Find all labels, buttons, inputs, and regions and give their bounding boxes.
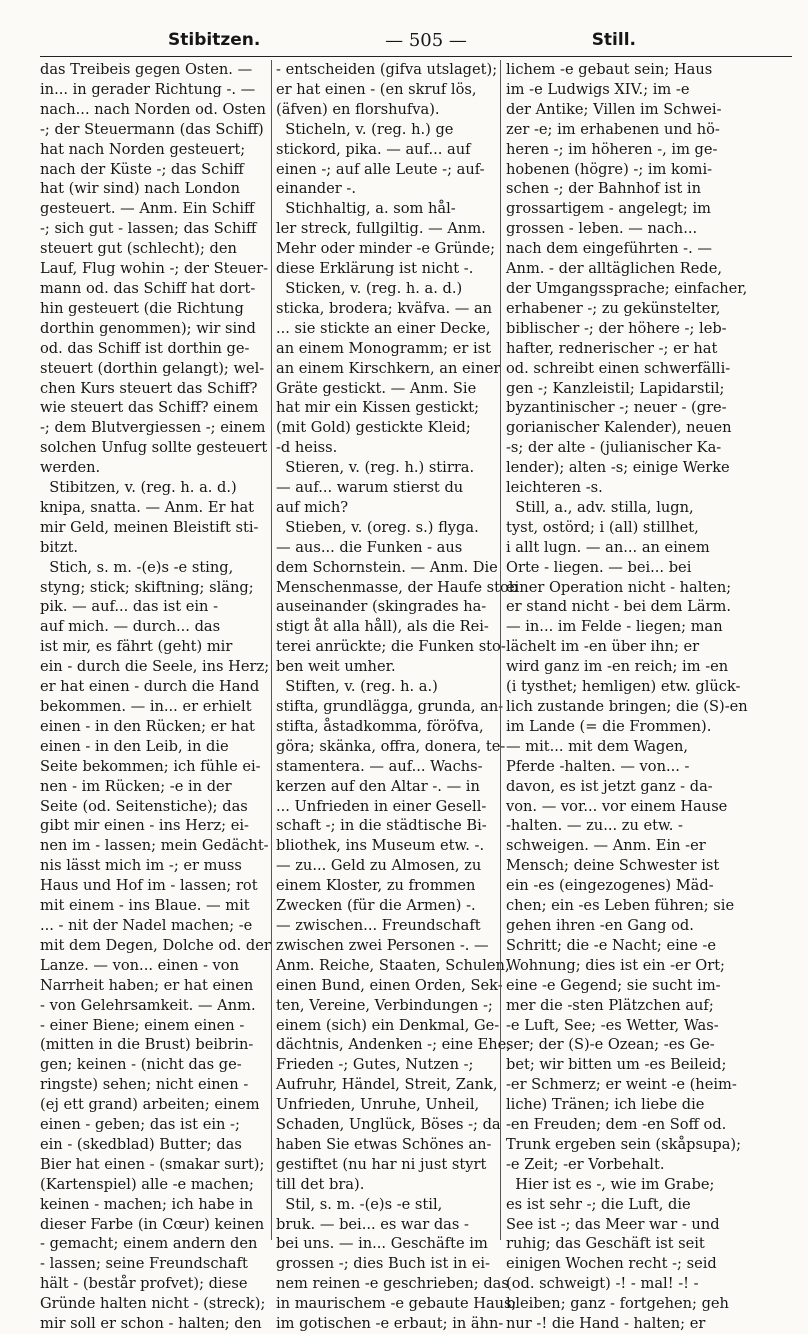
text-line: Lanze. — von... einen - von bbox=[40, 956, 239, 974]
text-line: von. — vor... vor einem Hause bbox=[506, 797, 728, 815]
text-line: i allt lugn. — an... an einem bbox=[506, 538, 710, 556]
column-divider bbox=[500, 60, 501, 1240]
text-line: Anm. - der alltäglichen Rede, bbox=[506, 260, 722, 278]
text-line: nen - im Rücken; -e in der bbox=[40, 777, 232, 795]
text-line: Frieden -; Gutes, Nutzen -; bbox=[276, 1056, 474, 1074]
text-line: er stand nicht - bei dem Lärm. bbox=[506, 598, 731, 616]
text-line: Stieren, v. (reg. h.) stirra. bbox=[276, 459, 475, 477]
text-line: gen; keinen - (nicht das ge- bbox=[40, 1056, 242, 1074]
page-number: — 505 — bbox=[385, 29, 467, 51]
text-line: steuert (dorthin gelangt); wel- bbox=[40, 359, 265, 377]
text-line: Sticheln, v. (reg. h.) ge bbox=[276, 120, 454, 138]
text-line: Schritt; die -e Nacht; eine -e bbox=[506, 936, 716, 954]
text-line: ... - nit der Nadel machen; -e bbox=[40, 916, 253, 934]
text-line: Trunk ergeben sein (skåpsupa); bbox=[506, 1135, 742, 1153]
text-line: od. das Schiff ist dorthin ge- bbox=[40, 339, 250, 357]
text-line: (i tysthet; hemligen) etw. glück- bbox=[506, 678, 741, 696]
text-line: knipa, snatta. — Anm. Er hat bbox=[40, 498, 255, 516]
text-line: -e Zeit; -er Vorbehalt. bbox=[506, 1155, 665, 1173]
text-line: ruhig; das Geschäft ist seit bbox=[506, 1235, 705, 1253]
text-line: bet; wir bitten um -es Beileid; bbox=[506, 1056, 727, 1074]
text-line: Seite (od. Seitenstiche); das bbox=[40, 797, 248, 815]
text-line: im Lande (= die Frommen). bbox=[506, 717, 712, 735]
text-line: terei anrückte; die Funken sto- bbox=[276, 638, 506, 656]
text-line: ist mir, es fährt (geht) mir bbox=[40, 638, 233, 656]
text-line: keinen - machen; ich habe in bbox=[40, 1195, 254, 1213]
text-line: Aufruhr, Händel, Streit, Zank, bbox=[276, 1076, 498, 1094]
header-rule bbox=[40, 56, 792, 57]
text-line: chen Kurs steuert das Schiff? bbox=[40, 379, 258, 397]
text-line: Orte - liegen. — bei... bei bbox=[506, 558, 692, 576]
text-line: pik. — auf... das ist ein - bbox=[40, 598, 219, 616]
text-line: Mensch; deine Schwester ist bbox=[506, 857, 720, 875]
text-line: chen; ein -es Leben führen; sie bbox=[506, 897, 735, 915]
text-line: einem Kloster, zu frommen bbox=[276, 877, 476, 895]
text-line: steuert gut (schlecht); den bbox=[40, 240, 237, 258]
text-line: styng; stick; skiftning; släng; bbox=[40, 578, 254, 596]
text-line: - einer Biene; einem einen - bbox=[40, 1016, 245, 1034]
text-line: - von Gelehrsamkeit. — Anm. bbox=[40, 996, 256, 1014]
text-line: einen Bund, einen Orden, Sek- bbox=[276, 976, 503, 994]
text-line: -; der Steuermann (das Schiff) bbox=[40, 120, 264, 138]
text-line: zwischen zwei Personen -. — bbox=[276, 936, 489, 954]
text-line: in... in gerader Richtung -. — bbox=[40, 80, 256, 98]
text-line: Mehr oder minder -e Gründe; bbox=[276, 240, 496, 258]
text-line: eine -e Gegend; sie sucht im- bbox=[506, 976, 721, 994]
text-line: liche) Tränen; ich liebe die bbox=[506, 1096, 705, 1114]
text-line: Stieben, v. (oreg. s.) flyga. bbox=[276, 518, 479, 536]
text-line: till det bra). bbox=[276, 1175, 365, 1193]
text-line: werden. bbox=[40, 459, 101, 477]
text-line: grossen - leben. — nach... bbox=[506, 220, 698, 238]
text-line: -en Freuden; dem -en Soff od. bbox=[506, 1116, 727, 1134]
text-line: (ej ett grand) arbeiten; einem bbox=[40, 1096, 260, 1114]
text-line: -; dem Blutvergiessen -; einem bbox=[40, 419, 266, 437]
text-line: kerzen auf den Altar -. — in bbox=[276, 777, 480, 795]
text-line: hält - (består profvet); diese bbox=[40, 1275, 248, 1293]
text-line: Stiften, v. (reg. h. a.) bbox=[276, 678, 438, 696]
text-line: nach... nach Norden od. Osten bbox=[40, 100, 266, 118]
text-line: dorthin genommen); wir sind bbox=[40, 319, 256, 337]
text-line: ein - (skedblad) Butter; das bbox=[40, 1135, 242, 1153]
text-line: — zwischen... Freundschaft bbox=[276, 916, 481, 934]
column-3 bbox=[506, 60, 792, 1333]
text-line: ten, Vereine, Verbindungen -; bbox=[276, 996, 493, 1014]
text-line: mit einem - ins Blaue. — mit bbox=[40, 897, 250, 915]
text-line: ein - durch die Seele, ins Herz; bbox=[40, 658, 270, 676]
text-line: einer Operation nicht - halten; bbox=[506, 578, 732, 596]
text-line: hat (wir sind) nach London bbox=[40, 180, 241, 198]
text-line: gestiftet (nu har ni just styrt bbox=[276, 1155, 487, 1173]
text-line: hat mir ein Kissen gestickt; bbox=[276, 399, 480, 417]
text-line: Sticken, v. (reg. h. a. d.) bbox=[276, 279, 463, 297]
text-line: nen im - lassen; mein Gedächt- bbox=[40, 837, 269, 855]
text-line: -s; der alte - (julianischer Ka- bbox=[506, 439, 722, 457]
text-line: -halten. — zu... zu etw. - bbox=[506, 817, 683, 835]
text-line: in maurischem -e gebaute Haus; bbox=[276, 1295, 517, 1313]
text-line: stamentera. — auf... Wachs- bbox=[276, 757, 483, 775]
text-line: auseinander (skingrades ha- bbox=[276, 598, 487, 616]
column-divider bbox=[271, 60, 272, 1240]
text-line: ser; der (S)-e Ozean; -es Ge- bbox=[506, 1036, 715, 1054]
text-line: lich zustande bringen; die (S)-en bbox=[506, 698, 748, 715]
text-line: schen -; der Bahnhof ist in bbox=[506, 180, 701, 198]
text-line: der Umgangssprache; einfacher, bbox=[506, 279, 748, 297]
text-line: (äfven) en florshufva). bbox=[276, 100, 440, 118]
text-line: Zwecken (für die Armen) -. bbox=[276, 897, 476, 915]
text-line: gorianischer Kalender), neuen bbox=[506, 419, 732, 437]
text-line: Narrheit haben; er hat einen bbox=[40, 976, 254, 994]
text-line: schweigen. — Anm. Ein -er bbox=[506, 837, 706, 855]
header-first-entry: Stibitzen. bbox=[168, 30, 261, 50]
text-line: — zu... Geld zu Almosen, zu bbox=[276, 857, 482, 875]
text-line: stifta, grundlägga, grunda, an- bbox=[276, 698, 504, 715]
text-line: einander -. bbox=[276, 180, 356, 198]
text-line: Still, a., adv. stilla, lugn, bbox=[506, 498, 694, 516]
text-line: lender); alten -s; einige Werke bbox=[506, 459, 730, 477]
text-line: stifta, åstadkomma, föröfva, bbox=[276, 717, 484, 735]
text-line: nach dem eingeführten -. — bbox=[506, 240, 712, 258]
text-line: ler streck, fullgiltig. — Anm. bbox=[276, 220, 486, 238]
text-line: ... Unfrieden in einer Gesell- bbox=[276, 797, 487, 815]
text-line: - gemacht; einem andern den bbox=[40, 1235, 258, 1253]
text-line: bekommen. — in... er erhielt bbox=[40, 698, 252, 715]
text-line: Lauf, Flug wohin -; der Steuer- bbox=[40, 260, 269, 278]
text-line: hafter, rednerischer -; er hat bbox=[506, 339, 718, 357]
text-line: dächtnis, Andenken -; eine Ehe, bbox=[276, 1036, 511, 1054]
text-line: er hat einen - (en skruf lös, bbox=[276, 80, 477, 98]
text-line: mir soll er schon - halten; den bbox=[40, 1315, 262, 1333]
text-line: Schaden, Unglück, Böses -; da bbox=[276, 1116, 501, 1134]
column-1 bbox=[40, 60, 271, 1333]
text-line: bitzt. bbox=[40, 538, 79, 556]
text-line: nur -! die Hand - halten; er bbox=[506, 1315, 706, 1333]
text-line: bruk. — bei... es war das - bbox=[276, 1215, 469, 1233]
text-line: -; sich gut - lassen; das Schiff bbox=[40, 220, 257, 238]
text-line: göra; skänka, offra, donera, te- bbox=[276, 737, 506, 755]
text-line: Gräte gestickt. — Anm. Sie bbox=[276, 379, 477, 397]
text-line: einen - in den Rücken; er hat bbox=[40, 717, 255, 735]
text-line: Stibitzen, v. (reg. h. a. d.) bbox=[40, 479, 237, 497]
text-line: einen - geben; das ist ein -; bbox=[40, 1116, 240, 1134]
text-line: nem reinen -e geschrieben; das bbox=[276, 1275, 509, 1293]
text-line: Gründe halten nicht - (streck); bbox=[40, 1295, 266, 1313]
text-line: der Antike; Villen im Schwei- bbox=[506, 100, 722, 118]
text-line: Hier ist es -, wie im Grabe; bbox=[506, 1175, 715, 1193]
text-line: — auf... warum stierst du bbox=[276, 479, 464, 497]
text-line: — aus... die Funken - aus bbox=[276, 538, 463, 556]
text-line: gen -; Kanzleistil; Lapidarstil; bbox=[506, 379, 725, 397]
text-line: Pferde -halten. — von... - bbox=[506, 757, 690, 775]
text-line: -er Schmerz; er weint -e (heim- bbox=[506, 1076, 737, 1094]
text-line: bleiben; ganz - fortgehen; geh bbox=[506, 1295, 729, 1313]
text-line: heren -; im höheren -, im ge- bbox=[506, 140, 718, 158]
text-line: gesteuert. — Anm. Ein Schiff bbox=[40, 200, 255, 218]
text-line: mit dem Degen, Dolche od. der bbox=[40, 936, 271, 954]
text-line: davon, es ist jetzt ganz - da- bbox=[506, 777, 713, 795]
text-line: solchen Unfug sollte gesteuert bbox=[40, 439, 268, 457]
text-line: dieser Farbe (in Cœur) keinen bbox=[40, 1215, 265, 1233]
text-line: haben Sie etwas Schönes an- bbox=[276, 1135, 492, 1153]
text-line: im gotischen -e erbaut; in ähn- bbox=[276, 1315, 504, 1333]
text-line: mer die -sten Plätzchen auf; bbox=[506, 996, 714, 1014]
text-line: - lassen; seine Freundschaft bbox=[40, 1255, 248, 1273]
text-line: erhabener -; zu gekünstelter, bbox=[506, 299, 721, 317]
text-line: zer -e; im erhabenen und hö- bbox=[506, 120, 720, 138]
text-line: auf mich. — durch... das bbox=[40, 618, 221, 636]
text-line: bliothek, ins Museum etw. -. bbox=[276, 837, 485, 855]
text-line: bei uns. — in... Geschäfte im bbox=[276, 1235, 488, 1253]
text-line: Seite bekommen; ich fühle ei- bbox=[40, 757, 261, 775]
text-line: stigt åt alla håll), als die Rei- bbox=[276, 618, 489, 636]
text-line: er hat einen - durch die Hand bbox=[40, 678, 260, 696]
text-line: das Treibeis gegen Osten. — bbox=[40, 61, 253, 78]
text-line: hin gesteuert (die Richtung bbox=[40, 299, 244, 317]
text-line: sticka, brodera; kväfva. — an bbox=[276, 299, 493, 317]
text-line: Stichhaltig, a. som hål- bbox=[276, 200, 456, 218]
text-line: an einem Kirschkern, an einer bbox=[276, 359, 501, 377]
text-line: -e Luft, See; -es Wetter, Was- bbox=[506, 1016, 719, 1034]
text-line: (od. schweigt) -! - mal! -! - bbox=[506, 1275, 699, 1293]
text-line: einem (sich) ein Denkmal, Ge- bbox=[276, 1016, 500, 1034]
text-line: hat nach Norden gesteuert; bbox=[40, 140, 246, 158]
text-line: — mit... mit dem Wagen, bbox=[506, 737, 689, 755]
text-line: biblischer -; der höhere -; leb- bbox=[506, 319, 727, 337]
text-line: See ist -; das Meer war - und bbox=[506, 1215, 720, 1233]
text-line: ... sie stickte an einer Decke, bbox=[276, 319, 491, 337]
text-line: tyst, ostörd; i (all) stillhet, bbox=[506, 518, 699, 536]
text-line: Haus und Hof im - lassen; rot bbox=[40, 877, 258, 895]
text-line: Anm. Reiche, Staaten, Schulen, bbox=[276, 956, 510, 974]
text-line: od. schreibt einen schwerfälli- bbox=[506, 359, 731, 377]
text-line: Wohnung; dies ist ein -er Ort; bbox=[506, 956, 725, 974]
text-line: wie steuert das Schiff? einem bbox=[40, 399, 259, 417]
text-line: grossartigem - angelegt; im bbox=[506, 200, 711, 218]
text-line: ringste) sehen; nicht einen - bbox=[40, 1076, 249, 1094]
text-line: (Kartenspiel) alle -e machen; bbox=[40, 1175, 254, 1193]
running-header bbox=[40, 26, 792, 54]
text-line: einigen Wochen recht -; seid bbox=[506, 1255, 717, 1273]
text-line: -d heiss. bbox=[276, 439, 338, 457]
text-line: Bier hat einen - (smakar surt); bbox=[40, 1155, 265, 1173]
text-line: Menschenmasse, der Haufe stob bbox=[276, 578, 519, 596]
text-line: (mitten in die Brust) beibrin- bbox=[40, 1036, 254, 1054]
column-2 bbox=[276, 60, 519, 1333]
text-line: schaft -; in die städtische Bi- bbox=[276, 817, 487, 835]
text-line: auf mich? bbox=[276, 498, 349, 516]
text-line: an einem Monogramm; er ist bbox=[276, 339, 491, 357]
text-line: mir Geld, meinen Bleistift sti- bbox=[40, 518, 259, 536]
text-line: lächelt im -en über ihn; er bbox=[506, 638, 700, 656]
text-line: nis lässt mich im -; er muss bbox=[40, 857, 242, 875]
text-line: mann od. das Schiff hat dort- bbox=[40, 279, 256, 297]
text-line: einen -; auf alle Leute -; auf- bbox=[276, 160, 485, 178]
text-line: einen - in den Leib, in die bbox=[40, 737, 229, 755]
text-line: - entscheiden (gifva utslaget); bbox=[276, 61, 498, 78]
text-line: nach der Küste -; das Schiff bbox=[40, 160, 244, 178]
header-last-entry: Still. bbox=[591, 30, 636, 50]
text-line: Stil, s. m. -(e)s -e stil, bbox=[276, 1195, 443, 1213]
text-line: ben weit umher. bbox=[276, 658, 396, 676]
text-line: lichem -e gebaut sein; Haus bbox=[506, 61, 713, 78]
text-line: leichteren -s. bbox=[506, 479, 603, 497]
text-line: gibt mir einen - ins Herz; ei- bbox=[40, 817, 249, 835]
text-line: (mit Gold) gestickte Kleid; bbox=[276, 419, 471, 437]
text-line: grossen -; dies Buch ist in ei- bbox=[276, 1255, 490, 1273]
text-line: ein -es (eingezogenes) Mäd- bbox=[506, 877, 714, 895]
text-line: Unfrieden, Unruhe, Unheil, bbox=[276, 1096, 480, 1114]
text-line: es ist sehr -; die Luft, die bbox=[506, 1195, 691, 1213]
text-line: gehen ihren -en Gang od. bbox=[506, 916, 694, 934]
text-line: byzantinischer -; neuer - (gre- bbox=[506, 399, 727, 417]
text-line: dem Schornstein. — Anm. Die bbox=[276, 558, 498, 576]
text-line: diese Erklärung ist nicht -. bbox=[276, 260, 474, 278]
text-line: — in... im Felde - liegen; man bbox=[506, 618, 723, 636]
text-line: hobenen (högre) -; im komi- bbox=[506, 160, 713, 178]
text-line: Stich, s. m. -(e)s -e sting, bbox=[40, 558, 234, 576]
text-line: wird ganz im -en reich; im -en bbox=[506, 658, 729, 676]
text-line: stickord, pika. — auf... auf bbox=[276, 140, 471, 158]
text-line: im -e Ludwigs XIV.; im -e bbox=[506, 80, 690, 98]
